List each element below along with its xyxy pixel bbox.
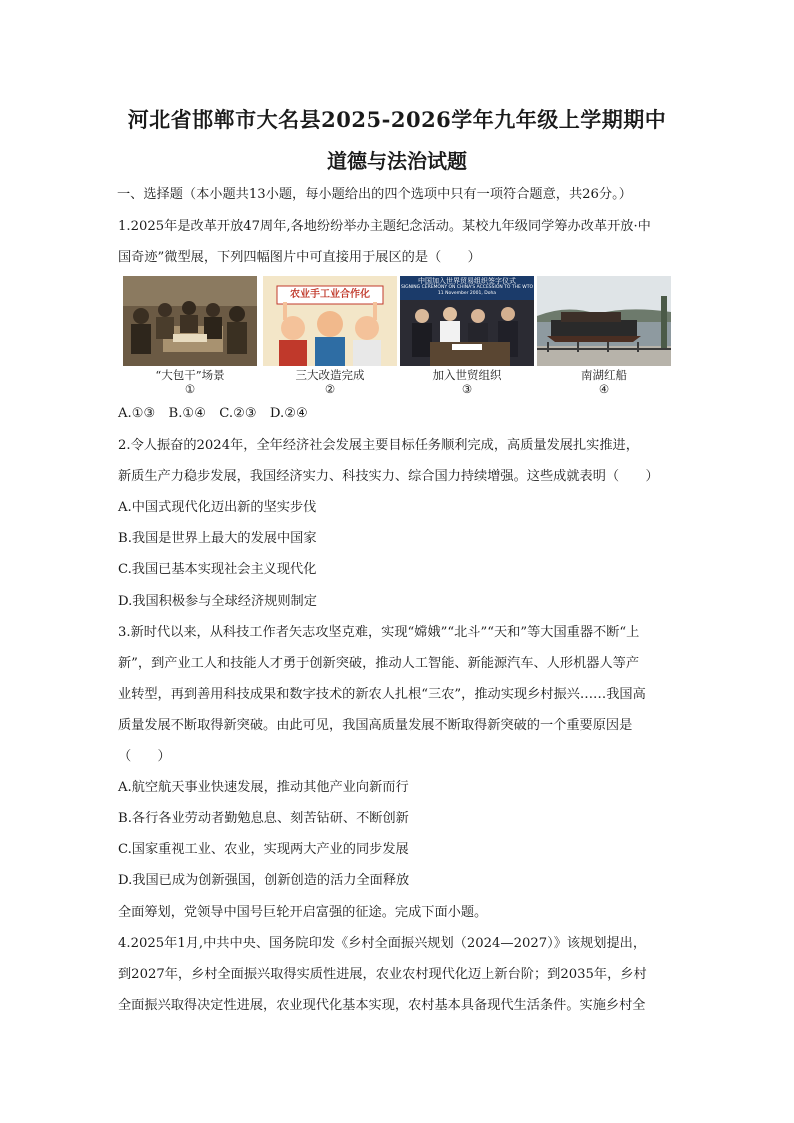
q3-option-d: D.我国已成为创新强国，创新创造的活力全面释放 xyxy=(118,873,410,888)
q3-line-1: 3.新时代以来，从科技工作者矢志攻坚克难，实现“嫦娥”“北斗”“天和”等大国重器不断“上 xyxy=(118,625,640,640)
q1-photo-strip xyxy=(123,276,673,404)
photo-number: ② xyxy=(324,382,336,396)
photo-number: ③ xyxy=(461,382,473,396)
photo-dabaogan xyxy=(123,276,257,366)
section-header: 一、选择题（本小题共13小题，每小题给出的四个选项中只有一项符合题意，共26分。） xyxy=(117,187,632,202)
exam-title: 河北省邯郸市大名县2025-2026学年九年级上学期期中 xyxy=(127,107,667,132)
q2-option-a: A.中国式现代化迈出新的坚实步伐 xyxy=(118,500,317,515)
banner-line-2: SIGNING CEREMONY ON CHINA'S ACCESSION TO THE WTO xyxy=(400,285,534,290)
photo-caption: 三大改造完成 xyxy=(295,368,365,382)
exam-subtitle: 道德与法治试题 xyxy=(327,149,467,173)
poster-text: 农业手工业合作化 xyxy=(290,289,370,300)
photo-caption: “大包干”场景 xyxy=(155,368,225,382)
photo-poster-cooperation xyxy=(263,276,397,366)
photo-wto-signing xyxy=(400,276,534,366)
q4-line-2: 到2027年，乡村全面振兴取得实质性进展，农业农村现代化迈上新台阶；到2035年，乡村 xyxy=(118,967,647,982)
q3-line-3: 业转型，再到善用科技成果和数字技术的新农人扎根“三农”，推动实现乡村振兴……我国高 xyxy=(118,687,646,702)
q3-option-b: B.各行各业劳动者勤勉息息、刻苦钻研、不断创新 xyxy=(118,811,409,826)
photo-caption: 南湖红船 xyxy=(581,368,627,382)
q1-line-1: 1.2025年是改革开放47周年,各地纷纷举办主题纪念活动。某校九年级同学筹办改革开放·中 xyxy=(118,219,651,234)
q1-options: A.①③ B.①④ C.②③ D.②④ xyxy=(118,406,308,421)
q2-option-c: C.我国已基本实现社会主义现代化 xyxy=(118,562,317,577)
q3-line-2: 新”，到产业工人和技能人才勇于创新突破，推动人工智能、新能源汽车、人形机器人等产 xyxy=(118,656,640,671)
q4-line-1: 4.2025年1月,中共中央、国务院印发《乡村全面振兴规划（2024—2027）》该规划提出， xyxy=(118,936,647,951)
group-intro: 全面筹划，党领导中国号巨轮开启富强的征途。完成下面小题。 xyxy=(118,905,488,920)
q3-option-c: C.国家重视工业、农业，实现两大产业的同步发展 xyxy=(118,842,409,857)
q2-line-2: 新质生产力稳步发展，我国经济实力、科技实力、综合国力持续增强。这些成就表明（ ） xyxy=(118,469,659,484)
photo-number: ① xyxy=(184,382,196,396)
q4-line-3: 全面振兴取得决定性进展，农业现代化基本实现，农村基本具备现代生活条件。实施乡村全 xyxy=(118,998,646,1013)
q3-option-a: A.航空航天事业快速发展，推动其他产业向新而行 xyxy=(118,780,409,795)
banner-line-1: 中国加入世界贸易组织签字仪式 xyxy=(418,277,516,285)
q2-option-d: D.我国积极参与全球经济规则制定 xyxy=(118,594,317,609)
q3-line-4: 质量发展不断取得新突破。由此可见，我国高质量发展不断取得新突破的一个重要原因是 xyxy=(118,718,633,733)
photo-caption: 加入世贸组织 xyxy=(432,368,502,382)
photo-number: ④ xyxy=(598,382,610,396)
banner-line-3: 11 November 2001, Doha xyxy=(437,291,497,296)
q2-option-b: B.我国是世界上最大的发展中国家 xyxy=(118,531,317,546)
q2-line-1: 2.令人振奋的2024年，全年经济社会发展主要目标任务顺利完成，高质量发展扎实推进， xyxy=(118,438,639,453)
photo-nanhu-red-boat xyxy=(537,276,671,366)
q3-line-5: （ ） xyxy=(118,749,171,764)
q1-line-2: 国奇迹”微型展，下列四幅图片中可直接用于展区的是（ ） xyxy=(118,250,481,265)
